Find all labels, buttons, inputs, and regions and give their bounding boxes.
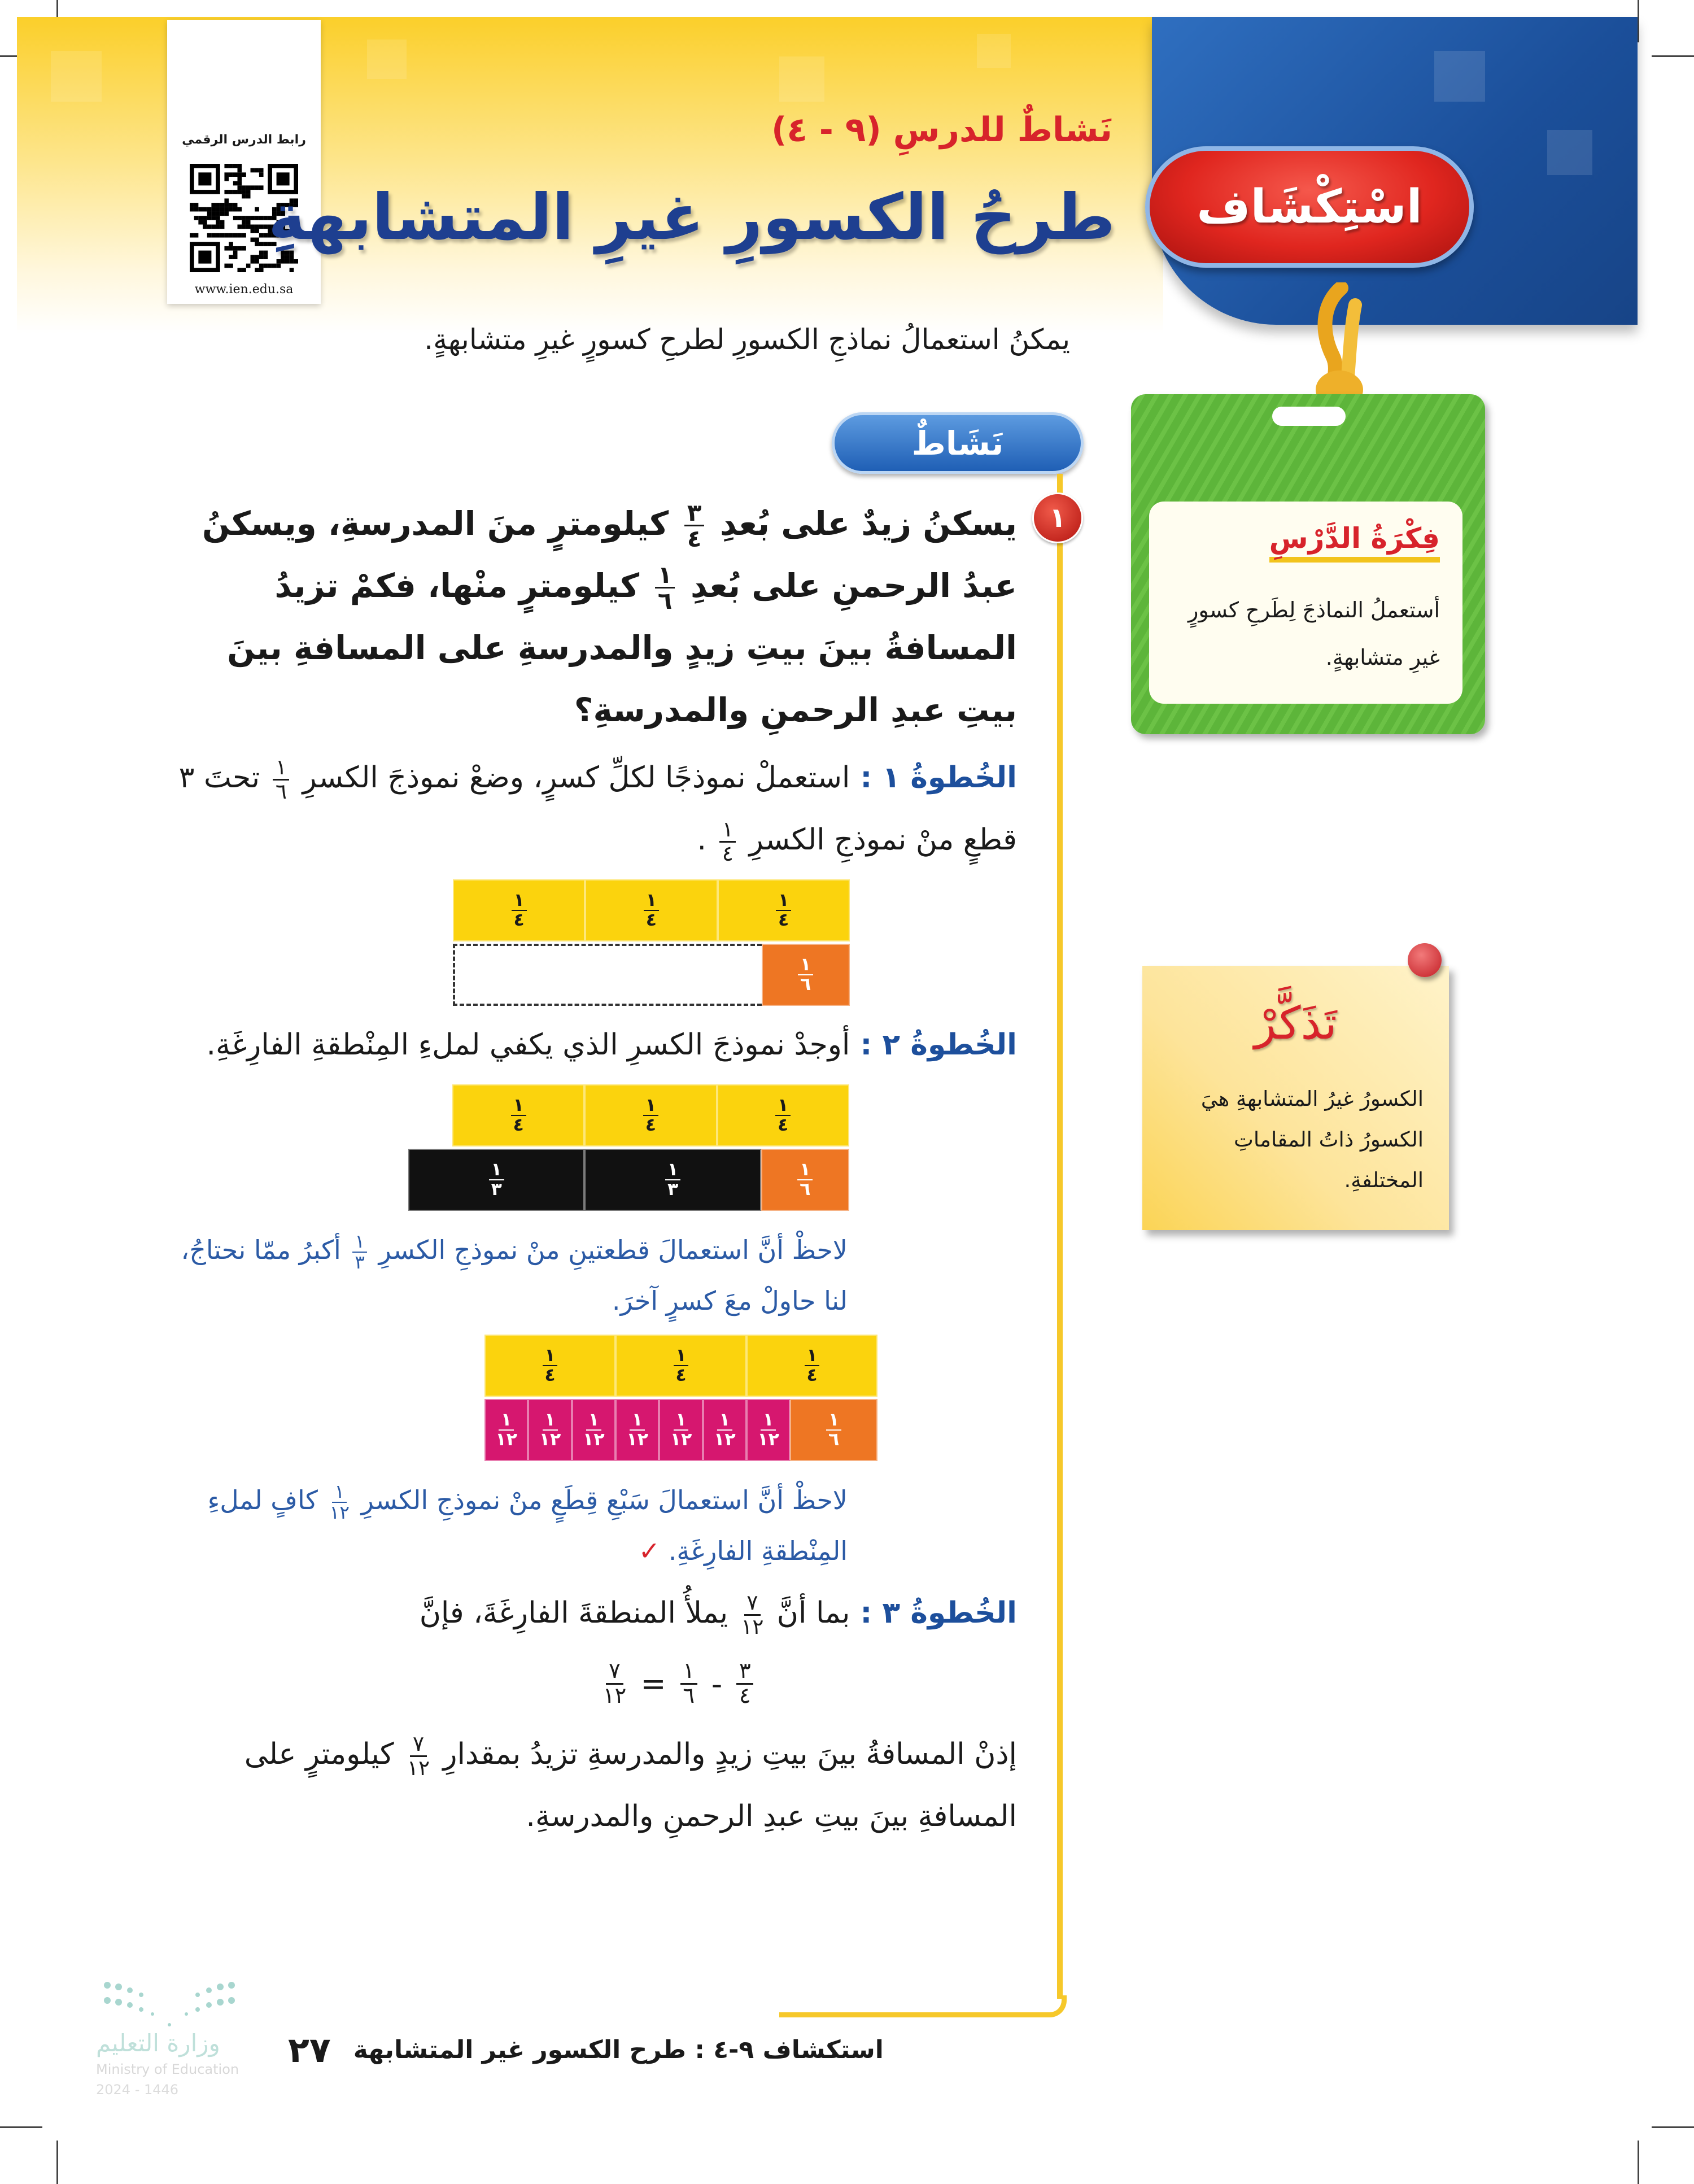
fraction-numerator: ١ — [630, 1411, 645, 1431]
fraction-row-bottom — [453, 944, 850, 1006]
page-number: ٢٧ — [288, 2029, 331, 2070]
remember-text: الكسورُ غيرُ المتشابهةِ هيَ الكسورُ ذاتُ المقاماتِ المختلفةِ. — [1200, 1087, 1424, 1192]
text-segment: بما أنَّ — [767, 1596, 850, 1630]
ministry-name-english: Ministry of Education — [96, 2061, 239, 2077]
fraction-tile — [717, 1084, 849, 1147]
remember-note — [1142, 966, 1449, 1230]
fraction-row-top — [453, 879, 850, 941]
fraction-model-2-area — [167, 1084, 1017, 1213]
fraction-denominator: ٤ — [778, 910, 789, 930]
fraction-denominator: ٣ — [667, 1179, 679, 1200]
fraction-row-bottom — [408, 1149, 849, 1211]
fraction-denominator: ٣ — [491, 1179, 502, 1200]
fraction-tile — [790, 1399, 877, 1461]
fraction — [644, 891, 659, 930]
fraction-numerator: ١ — [674, 1346, 689, 1366]
fraction-numerator: ١ — [511, 1096, 526, 1116]
fraction-denominator: ١٢ — [714, 1429, 736, 1450]
fraction-tile — [572, 1399, 615, 1461]
fraction — [603, 1660, 627, 1708]
fraction-row-bottom — [484, 1399, 877, 1461]
fraction-row-top — [408, 1084, 849, 1147]
crop-mark — [1638, 0, 1639, 42]
explore-badge — [1145, 146, 1474, 268]
fraction-tile — [484, 1399, 528, 1461]
fraction-denominator: ٦ — [800, 1179, 811, 1200]
card-hole — [1272, 407, 1346, 426]
text-segment: استعملْ نموذجًا لكلِّ كسرٍ، وضعْ نموذجَ الكسرِ — [293, 761, 850, 795]
fraction — [674, 1346, 689, 1385]
crop-mark — [1652, 2126, 1694, 2128]
fraction-numerator: ١ — [717, 1411, 732, 1431]
fraction-tile — [453, 879, 585, 941]
ministry-logo — [96, 2028, 265, 2100]
fraction — [741, 1592, 763, 1638]
fraction-numerator: ٣ — [736, 1660, 753, 1685]
fraction-tile — [408, 1149, 584, 1211]
text-segment: لاحظْ أنَّ استعمالَ قطعتينِ منْ نموذجِ الكسرِ — [370, 1235, 848, 1265]
fraction-denominator: ٤ — [544, 1365, 556, 1385]
fraction-tile — [452, 1084, 584, 1147]
fraction-numerator: ١ — [674, 1411, 689, 1431]
ministry-dots-icon — [96, 1977, 243, 2033]
fraction-tile — [584, 1084, 717, 1147]
step-1-label: الخُطوةُ ١ : — [850, 761, 1017, 795]
fraction — [273, 756, 289, 803]
fraction-denominator: ٦ — [800, 974, 811, 995]
fraction-tile — [484, 1335, 615, 1397]
qr-url: www.ien.edu.sa — [194, 282, 294, 297]
fraction-tile — [703, 1399, 746, 1461]
fraction-denominator: ٤ — [675, 1365, 687, 1385]
text-segment: = — [640, 1666, 666, 1702]
crop-mark — [1652, 55, 1694, 57]
fraction-tile — [615, 1399, 659, 1461]
fraction-numerator: ٧ — [410, 1733, 426, 1756]
fraction-numerator: ١ — [719, 818, 736, 842]
fraction-numerator: ١ — [543, 1346, 558, 1366]
fraction-denominator: ١٢ — [583, 1429, 605, 1450]
text-segment: - — [711, 1666, 723, 1702]
fraction-model-2 — [408, 1084, 849, 1213]
fraction-numerator: ١ — [805, 1346, 820, 1366]
check-mark-icon: ✓ — [638, 1536, 661, 1566]
edition-year: 2024 - 1446 — [96, 2082, 179, 2098]
fraction-denominator: ٤ — [806, 1365, 818, 1385]
text-segment: كافٍ لملءِ المِنْطقةِ الفارِغَةِ. — [207, 1485, 848, 1566]
fraction-tile — [746, 1335, 877, 1397]
fraction — [352, 1232, 367, 1272]
fraction — [714, 1411, 736, 1450]
digital-lesson-qr-card[interactable] — [167, 20, 321, 304]
crop-mark — [0, 2126, 42, 2128]
fraction-numerator: ١ — [543, 1411, 558, 1431]
section-divider-line — [1057, 474, 1063, 1999]
fraction-numerator: ١ — [665, 1161, 680, 1180]
fraction-denominator: ٦ — [275, 778, 287, 804]
fraction — [583, 1411, 605, 1450]
fraction-denominator: ٤ — [513, 910, 525, 930]
fraction-tile — [615, 1335, 746, 1397]
fraction-numerator: ٣ — [684, 500, 704, 527]
text-segment: يسكنُ زيدٌ على بُعدِ — [708, 504, 1017, 543]
fraction — [665, 1161, 680, 1200]
fraction — [643, 1096, 658, 1135]
step-3-text — [419, 1590, 850, 1639]
fraction-tile — [762, 944, 850, 1006]
fraction-numerator: ١ — [586, 1411, 601, 1431]
text-segment: . — [697, 823, 716, 857]
fraction-denominator: ٤ — [739, 1682, 751, 1708]
fraction-numerator: ١ — [798, 956, 813, 975]
text-segment: تحتَ ٣ قطعٍ منْ نموذجِ الكسرِ — [178, 761, 1017, 857]
fraction — [626, 1411, 648, 1450]
text-segment: كيلومترٍ منَ المدرسةِ، ويسكنُ عبدُ الرحمنِ على بُعدِ — [202, 504, 1017, 605]
fraction-denominator: ١٢ — [539, 1429, 561, 1450]
pushpin-icon — [1408, 943, 1442, 977]
fraction — [329, 1482, 350, 1523]
fraction-denominator: ٤ — [722, 840, 734, 866]
text-segment: أكبرُ ممّا نحتاجُ، لنا حاولْ معَ كسرٍ آخرَ. — [181, 1235, 848, 1316]
fraction — [495, 1411, 517, 1450]
lesson-label: نَشاطٌ للدرسِ (٩ - ٤) — [771, 110, 1112, 150]
fraction-model-1-area — [167, 879, 1017, 1008]
footer — [96, 2028, 884, 2100]
fraction-tile — [718, 879, 850, 941]
problem-number-badge: ١ — [1032, 492, 1083, 543]
note-thirds-too-big — [170, 1224, 848, 1326]
fraction — [539, 1411, 561, 1450]
intro-text: يمكنُ استعمالُ نماذجِ الكسورِ لطرحِ كسورٍ غيرِ متشابهةٍ. — [424, 323, 1070, 356]
fraction-numerator: ٧ — [744, 1592, 761, 1615]
fraction-tile — [746, 1399, 790, 1461]
fraction — [797, 1161, 813, 1200]
fraction-denominator: ٤ — [645, 910, 657, 930]
fraction-numerator: ١ — [643, 1096, 658, 1116]
lesson-idea-title: فِكْرَةُ الدَّرْسِ — [1269, 522, 1440, 563]
fraction-numerator: ١ — [655, 563, 675, 589]
fraction-numerator: ١ — [761, 1411, 776, 1431]
step-2-text — [207, 1028, 850, 1062]
fraction — [489, 1161, 504, 1200]
fraction-numerator: ١ — [489, 1161, 504, 1180]
ministry-name-arabic: وزارة التعليم — [96, 2029, 220, 2057]
activity-badge-label: نَشَاطٌ — [911, 424, 1004, 463]
fraction-denominator: ٣ — [355, 1250, 365, 1273]
text-segment: كيلومترٍ منْها، فكمْ تزيدُ المسافةُ بينَ بيتِ زيدٍ والمدرسةِ على المسافةِ بينَ بيتِ عبدِ الرحمنِ والمدرسةِ؟ — [227, 566, 1017, 729]
text-segment: يملأُ المنطقةَ الفارِغَةَ، فإنَّ — [419, 1596, 737, 1630]
fraction-tile — [761, 1149, 849, 1211]
fraction — [680, 1660, 697, 1708]
fraction-numerator: ١ — [499, 1411, 514, 1431]
step-2-label: الخُطوةُ ٢ : — [850, 1028, 1017, 1062]
fraction-row-top — [484, 1335, 877, 1397]
activity-badge — [832, 412, 1084, 474]
fraction — [684, 500, 704, 552]
fraction-tile — [585, 879, 717, 941]
fraction-denominator: ٤ — [645, 1115, 657, 1135]
fraction-tile — [659, 1399, 702, 1461]
fraction-denominator: ١٢ — [329, 1501, 350, 1523]
fraction — [826, 1411, 841, 1450]
fraction-numerator: ١ — [826, 1411, 841, 1431]
fraction-tile — [584, 1149, 761, 1211]
fraction-denominator: ١٢ — [495, 1429, 518, 1450]
fraction — [798, 956, 813, 995]
fraction-denominator: ٤ — [687, 525, 702, 553]
conclusion-text — [167, 1723, 1017, 1847]
fraction — [757, 1411, 779, 1450]
text-segment: كيلومترٍ على المسافةِ بينَ بيتِ عبدِ الرحمنِ والمدرسةِ. — [244, 1737, 1017, 1833]
fraction-numerator: ١ — [512, 891, 527, 911]
fraction-denominator: ١٢ — [407, 1755, 430, 1780]
fraction — [805, 1346, 820, 1385]
fraction — [736, 1660, 753, 1708]
text-segment: لاحظْ أنَّ استعمالَ سَبْعِ قِطَعٍ منْ نموذجِ الكسرِ — [352, 1485, 848, 1515]
fraction-denominator: ٤ — [778, 1115, 789, 1135]
fraction-denominator: ٦ — [828, 1429, 840, 1450]
fraction-tile — [528, 1399, 571, 1461]
fraction-denominator: ١٢ — [602, 1682, 627, 1708]
fraction-numerator: ١ — [273, 756, 289, 780]
empty-region — [453, 944, 762, 1006]
fraction — [670, 1411, 692, 1450]
fraction — [543, 1346, 558, 1385]
fraction — [775, 1096, 791, 1135]
activity-column — [167, 492, 1017, 1847]
subtraction-equation — [509, 1644, 848, 1723]
fraction-model-3-area — [167, 1335, 1017, 1463]
fraction-model-1 — [453, 879, 850, 1008]
step-1 — [167, 747, 1017, 871]
fraction — [719, 818, 736, 865]
fraction-numerator: ٧ — [606, 1660, 623, 1685]
step-3 — [167, 1582, 1017, 1644]
crop-mark — [56, 2141, 58, 2184]
fraction-numerator: ١ — [775, 1096, 791, 1116]
lesson-idea-panel — [1149, 502, 1462, 704]
section-divider-corner — [779, 1995, 1067, 2017]
remember-title: تَذَكَّرْ — [1254, 997, 1337, 1049]
fraction-numerator: ١ — [797, 1161, 813, 1180]
fraction-denominator: ١٢ — [626, 1429, 649, 1450]
fraction-denominator: ١٢ — [741, 1614, 764, 1639]
fraction-denominator: ٤ — [513, 1115, 524, 1135]
fraction — [776, 891, 791, 930]
qr-caption: رابط الدرس الرقمي — [182, 133, 306, 147]
step-3-label: الخُطوةُ ٣ : — [850, 1596, 1017, 1630]
fraction-model-3 — [484, 1335, 877, 1463]
fraction-denominator: ٦ — [683, 1682, 695, 1708]
note-twelfths-fit — [170, 1475, 848, 1576]
page-title: طرحُ الكسورِ غيرِ المتشابهةِ — [268, 181, 1115, 254]
text-segment: أوجدْ نموذجَ الكسرِ الذي يكفي لملءِ المِنْطقةِ الفارِغَةِ. — [206, 1028, 850, 1062]
footer-lesson-title: استكشاف ٩-٤ : طرح الكسور غير المتشابهة — [353, 2035, 884, 2064]
fraction-denominator: ٦ — [657, 587, 673, 615]
fraction — [512, 891, 527, 930]
explore-badge-label: اسْتِكْشَاف — [1197, 180, 1422, 234]
crop-mark — [1638, 2141, 1639, 2184]
fraction-numerator: ١ — [352, 1232, 367, 1253]
fraction-numerator: ١ — [680, 1660, 697, 1685]
fraction — [407, 1733, 430, 1779]
fraction-numerator: ١ — [332, 1482, 347, 1503]
step-2 — [167, 1014, 1017, 1076]
lesson-idea-card — [1131, 394, 1485, 734]
fraction-denominator: ١٢ — [670, 1429, 692, 1450]
lesson-idea-text: أستعملُ النماذجَ لِطَرحِ كسورٍ غيرِ متشابهةٍ. — [1188, 598, 1440, 670]
problem-text — [167, 492, 1017, 741]
fraction — [655, 560, 675, 615]
fraction-numerator: ١ — [776, 891, 791, 911]
fraction-numerator: ١ — [644, 891, 659, 911]
fraction-denominator: ١٢ — [757, 1429, 780, 1450]
note-2-text — [207, 1480, 848, 1566]
text-segment: إذنْ المسافةُ بينَ بيتِ زيدٍ والمدرسةِ تزيدُ بمقدارِ — [433, 1737, 1017, 1771]
fraction — [511, 1096, 526, 1135]
